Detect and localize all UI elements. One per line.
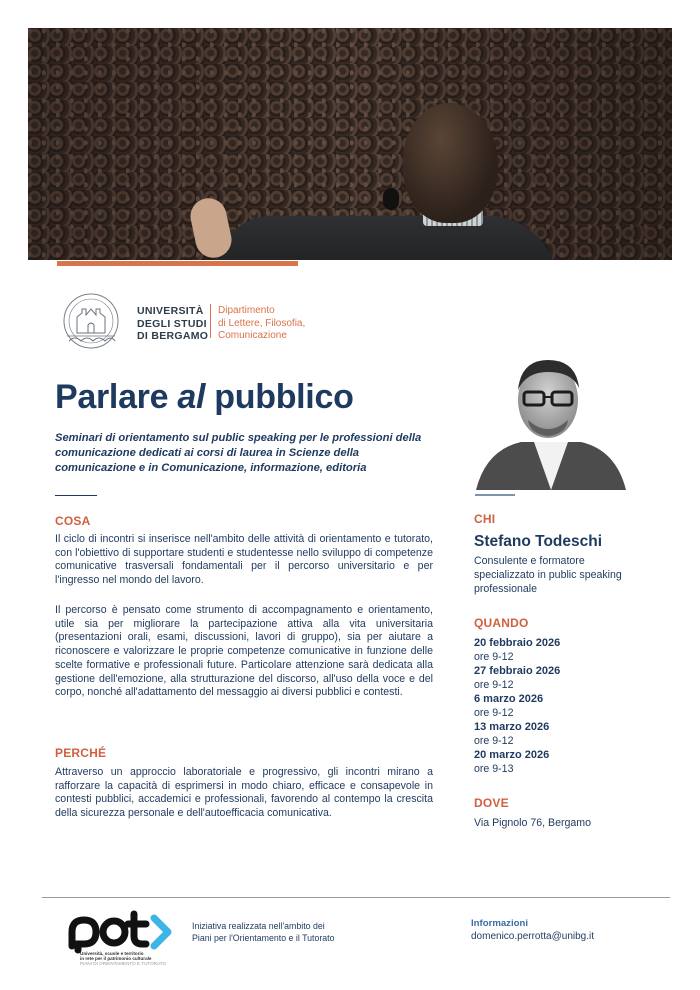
department-line-2: di Lettere, Filosofia, bbox=[218, 317, 306, 329]
footer-divider bbox=[42, 897, 670, 898]
department-name bbox=[218, 305, 305, 343]
divider-left bbox=[55, 495, 97, 496]
time: ore 9-12 bbox=[474, 707, 514, 719]
department-line-3: Comunicazione bbox=[218, 330, 287, 341]
microphone-icon bbox=[383, 188, 399, 210]
divider-right bbox=[475, 494, 515, 496]
speaker-head bbox=[403, 103, 498, 223]
section-label-cosa: COSA bbox=[55, 514, 91, 528]
section-label-quando: QUANDO bbox=[474, 616, 529, 630]
speaker-name: Stefano Todeschi bbox=[474, 533, 603, 550]
contact-email-link[interactable]: domenico.perrotta@unibg.it bbox=[471, 931, 594, 942]
time: ore 9-12 bbox=[474, 679, 514, 691]
pot-caption bbox=[80, 951, 166, 967]
initiative-line-2: Piani per l'Orientamento e il Tutorato bbox=[192, 932, 335, 943]
section-label-chi: CHI bbox=[474, 512, 496, 526]
university-line-1: UNIVERSITÀ bbox=[137, 305, 204, 317]
section-label-perche: PERCHÉ bbox=[55, 746, 107, 760]
date: 6 marzo 2026 bbox=[474, 693, 544, 705]
initiative-text bbox=[192, 921, 335, 944]
date-item bbox=[474, 720, 560, 748]
title-part-3: pubblico bbox=[205, 378, 354, 416]
speaker-jacket bbox=[218, 216, 558, 260]
logo-divider bbox=[210, 304, 211, 338]
dates-list bbox=[474, 636, 560, 776]
department-line-1: Dipartimento bbox=[218, 305, 275, 316]
date-item bbox=[474, 636, 560, 664]
pot-caption-sub: PIANI DI ORIENTAMENTO E TUTORATO bbox=[80, 961, 167, 967]
time: ore 9-13 bbox=[474, 763, 514, 775]
date-item bbox=[474, 692, 560, 720]
info-label: Informazioni bbox=[471, 918, 529, 929]
date: 27 febbraio 2026 bbox=[474, 665, 561, 677]
venue-address: Via Pignolo 76, Bergamo bbox=[474, 817, 592, 829]
title-italic-word: al bbox=[177, 378, 206, 416]
pot-caption-line-1: Università, scuole e territorio bbox=[80, 951, 144, 956]
title-part-1: Parlare bbox=[55, 378, 178, 416]
university-seal-icon bbox=[55, 291, 127, 353]
date-item bbox=[474, 664, 560, 692]
time: ore 9-12 bbox=[474, 651, 514, 663]
initiative-line-1: Iniziativa realizzata nell'ambito dei bbox=[192, 921, 325, 931]
date: 20 febbraio 2026 bbox=[474, 637, 561, 649]
subtitle: Seminari di orientamento sul public speaking per le professioni della comunicazione dedicati ai corsi di laurea in Scienze della comunicazione e in Comunicazione, informazione, editoria bbox=[55, 432, 422, 474]
hero-photo bbox=[28, 28, 672, 260]
accent-bar bbox=[57, 261, 298, 266]
date: 20 marzo 2026 bbox=[474, 749, 550, 761]
speaker-portrait bbox=[476, 350, 626, 490]
university-line-2: DEGLI STUDI bbox=[137, 317, 207, 330]
cosa-paragraph-2: Il percorso è pensato come strumento di accompagnamento e orientamento, utile sia per migliorare la partecipazione attiva alla vita universitaria (presentazioni orali, esami, discussioni, lavori di gruppo), sia per aiutare a riconoscere e valorizzare le proprie competenze comunicative in funzione delle scelte formative e professionali future. Particolare attenzione sarà dedicata alla gestione dell'emozione, alla strutturazione del discorso, all'uso della voce e del corpo, nonché all'adattamento del messaggio ai diversi pubblici e contesti. bbox=[55, 604, 433, 699]
university-line-3: DI BERGAMO bbox=[137, 330, 209, 342]
pot-caption-line-2: in rete per il patrimonio culturale bbox=[80, 956, 152, 962]
date-item bbox=[474, 748, 560, 776]
perche-paragraph: Attraverso un approccio laboratoriale e progressivo, gli incontri mirano a rafforzare la capacità di esprimersi in modo chiaro, efficace e consapevole in contesti pubblici, accademici e professionali, favorendo al contempo la crescita della sicurezza personale e dell'autoefficacia comunicativa. bbox=[55, 766, 433, 820]
speaker-role: Consulente e formatore specializzato in public speaking professionale bbox=[474, 555, 622, 595]
time: ore 9-12 bbox=[474, 735, 514, 747]
cosa-paragraph-1: Il ciclo di incontri si inserisce nell'ambito delle attività di orientamento e tutorato, con l'obiettivo di supportare studenti e studentesse nello sviluppo di competenze comunicative trasversali fondamentali per il percorso universitario e per l'ingresso nel mondo del lavoro. bbox=[55, 533, 433, 587]
section-label-dove: DOVE bbox=[474, 796, 509, 810]
page-title bbox=[55, 378, 354, 417]
university-name bbox=[137, 305, 208, 343]
date: 13 marzo 2026 bbox=[474, 721, 550, 733]
